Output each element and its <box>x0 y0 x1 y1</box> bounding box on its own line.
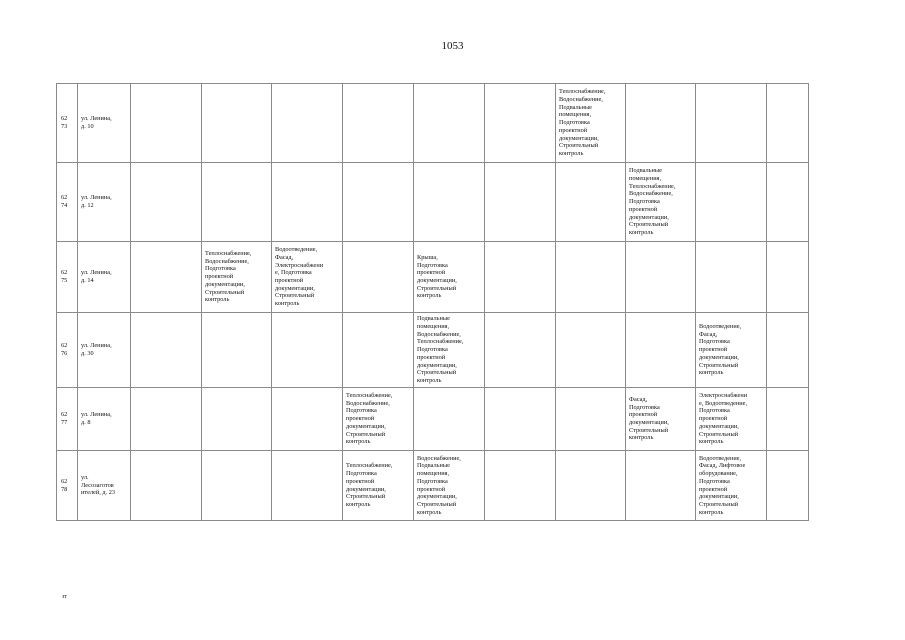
work-cell <box>485 313 556 388</box>
work-cell <box>202 313 272 388</box>
work-cell <box>272 313 343 388</box>
work-cell: Водоотведение, Фасад, Лифтовое оборудование, Подготовка проектной документации, Строительный контроль <box>696 451 767 521</box>
table-row <box>57 451 809 521</box>
work-cell <box>626 242 696 313</box>
work-cell <box>767 451 809 521</box>
work-cell: Водоотведение, Фасад, Электроснабжени е, Подготовка проектной документации, Строительный контроль <box>272 242 343 313</box>
work-cell: Теплоснабжение, Водоснабжение, Подготовка проектной документации, Строительный контроль <box>343 388 414 451</box>
work-cell <box>556 242 626 313</box>
work-cell <box>131 84 202 163</box>
work-cell <box>485 163 556 242</box>
work-cell <box>767 388 809 451</box>
work-cell <box>131 388 202 451</box>
work-cell <box>696 163 767 242</box>
address-cell: ул. Ленина, д. 10 <box>78 84 131 163</box>
work-cell: Крыша, Подготовка проектной документации, Строительный контроль <box>414 242 485 313</box>
row-number-cell: 62 76 <box>57 313 78 388</box>
row-number-cell: 62 78 <box>57 451 78 521</box>
work-cell <box>202 388 272 451</box>
work-cell <box>414 388 485 451</box>
work-cell <box>626 313 696 388</box>
work-cell <box>626 84 696 163</box>
work-cell: Водоснабжение, Подвальные помещения, Подготовка проектной документации, Строительный контроль <box>414 451 485 521</box>
table-row <box>57 313 809 388</box>
work-cell <box>414 163 485 242</box>
work-cell <box>202 451 272 521</box>
work-cell <box>131 451 202 521</box>
address-cell: ул. Ленина, д. 30 <box>78 313 131 388</box>
work-cell <box>343 313 414 388</box>
work-cell <box>767 313 809 388</box>
work-cell <box>343 163 414 242</box>
work-cell <box>485 451 556 521</box>
page-number: 1053 <box>441 40 464 52</box>
address-cell: ул. Ленина, д. 8 <box>78 388 131 451</box>
address-cell: ул. Ленина, д. 14 <box>78 242 131 313</box>
work-schedule-table <box>56 83 809 521</box>
row-number-cell: 62 74 <box>57 163 78 242</box>
work-cell <box>767 242 809 313</box>
work-cell: Фасад, Подготовка проектной документации, Строительный контроль <box>626 388 696 451</box>
work-cell: Теплоснабжение, Водоснабжение, Подготовка проектной документации, Строительный контроль <box>202 242 272 313</box>
work-cell <box>272 451 343 521</box>
work-cell <box>485 388 556 451</box>
work-cell <box>131 313 202 388</box>
work-cell <box>767 84 809 163</box>
work-cell: Подвальные помещения, Водоснабжение, Теплоснабжение, Подготовка проектной документации, Строительный контроль <box>414 313 485 388</box>
work-cell: Теплоснабжение, Подготовка проектной документации, Строительный контроль <box>343 451 414 521</box>
work-cell <box>556 313 626 388</box>
work-cell <box>696 84 767 163</box>
work-cell <box>414 84 485 163</box>
work-cell <box>202 163 272 242</box>
work-cell <box>272 163 343 242</box>
work-cell <box>272 388 343 451</box>
work-cell <box>131 163 202 242</box>
address-cell: ул. Ленина, д. 12 <box>78 163 131 242</box>
work-cell <box>485 84 556 163</box>
work-cell: Подвальные помещения, Теплоснабжение, Водоснабжение, Подготовка проектной документации, Строительный контроль <box>626 163 696 242</box>
work-cell <box>556 163 626 242</box>
table-row <box>57 242 809 313</box>
work-cell <box>556 388 626 451</box>
work-cell <box>202 84 272 163</box>
row-number-cell: 62 75 <box>57 242 78 313</box>
address-cell: ул. Лесозаготов ителей, д. 23 <box>78 451 131 521</box>
work-cell <box>767 163 809 242</box>
work-cell <box>626 451 696 521</box>
work-cell <box>343 84 414 163</box>
work-cell <box>343 242 414 313</box>
row-number-cell: 62 73 <box>57 84 78 163</box>
table-row <box>57 84 809 163</box>
table-row <box>57 388 809 451</box>
work-cell <box>696 242 767 313</box>
row-number-cell: 62 77 <box>57 388 78 451</box>
work-cell: Теплоснабжение, Водоснабжение, Подвальные помещения, Подготовка проектной документации, Строительный контроль <box>556 84 626 163</box>
work-cell <box>131 242 202 313</box>
work-cell <box>485 242 556 313</box>
table-row <box>57 163 809 242</box>
work-cell <box>556 451 626 521</box>
work-cell: Водоотведение, Фасад, Подготовка проектной документации, Строительный контроль <box>696 313 767 388</box>
footer-code: зт <box>62 594 67 600</box>
work-cell: Электроснабжени е, Водоотведение, Подготовка проектной документации, Строительный контроль <box>696 388 767 451</box>
work-cell <box>272 84 343 163</box>
